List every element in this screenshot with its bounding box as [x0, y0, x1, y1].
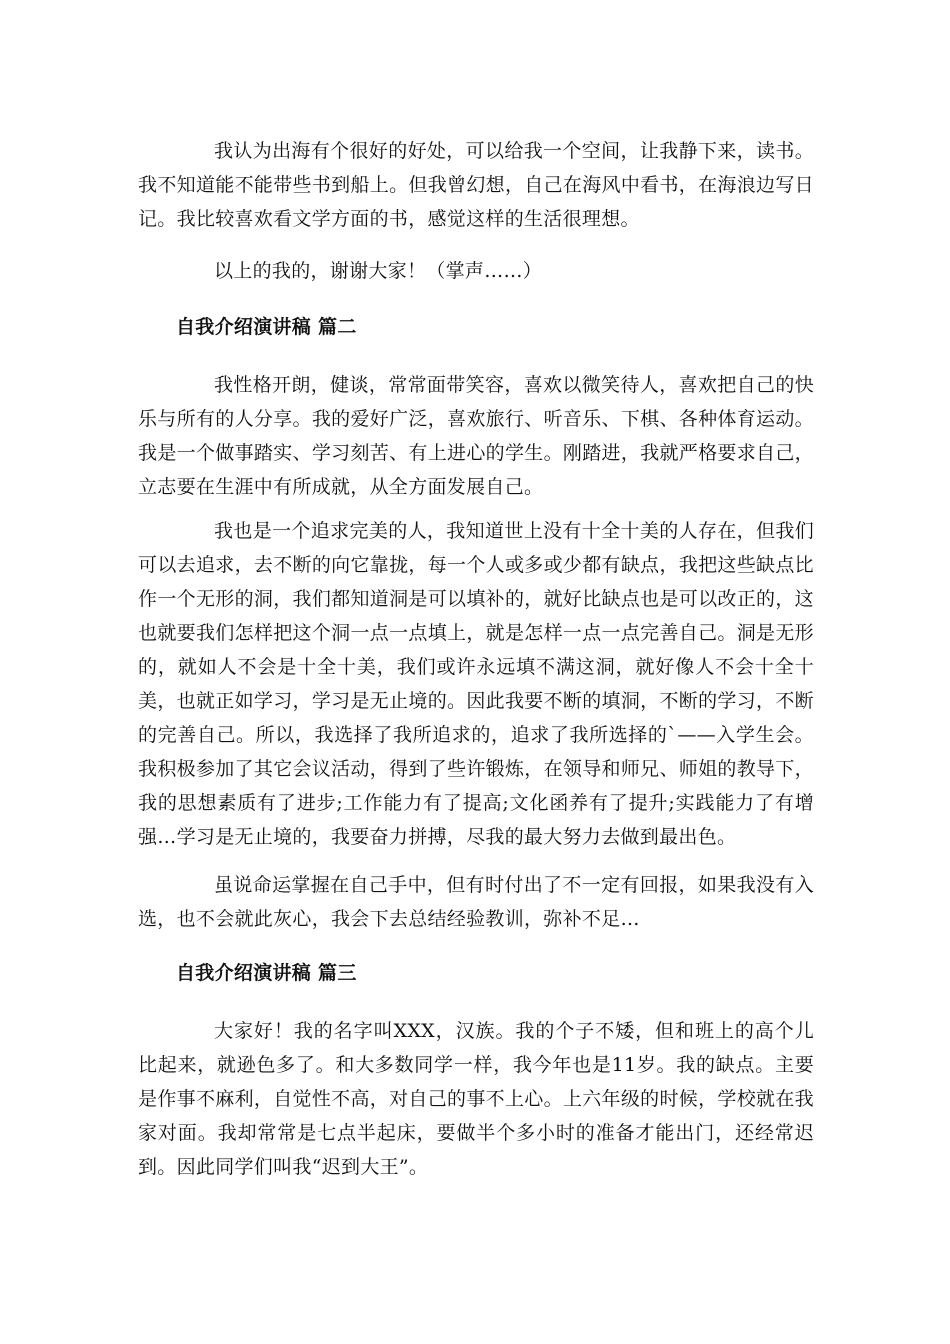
section-heading-part-two: 自我介绍演讲稿 篇二 [176, 316, 357, 338]
paragraph-reading-at-sea: 我认为出海有个很好的好处，可以给我一个空间，让我静下来，读书。我不知道能不能带些书到船上。但我曾幻想，自己在海风中看书，在海浪边写日记。我比较喜欢看文学方面的书，感觉这样的生活很理想。 [138, 140, 814, 230]
paragraph-fate: 虽说命运掌握在自己手中，但有时付出了不一定有回报，如果我没有入选，也不会就此灰心，我会下去总结经验教训，弥补不足… [138, 874, 814, 930]
paragraph-thanks: 以上的我的，谢谢大家！（掌声……） [214, 260, 543, 282]
paragraph-personality: 我性格开朗，健谈，常常面带笑容，喜欢以微笑待人，喜欢把自己的快乐与所有的人分享。我的爱好广泛，喜欢旅行、听音乐、下棋、各种体育运动。我是一个做事踏实、学习刻苦、有上进心的学生。刚踏进，我就严格要求自己，立志要在生涯中有所成就，从全方面发展自己。 [138, 374, 814, 498]
paragraph-pursuing-perfection: 我也是一个追求完美的人，我知道世上没有十全十美的人存在，但我们可以去追求，去不断的向它靠拢，每一个人或多或少都有缺点，我把这些缺点比作一个无形的洞，我们都知道洞是可以填补的，就好比缺点也是可以改正的，这也就要我们怎样把这个洞一点一点填上，就是怎样一点一点完善自己。洞是无形的，就如人不会是十全十美，我们或许永远填不满这洞，就好像人不会十全十美，也就正如学习，学习是无止境的。因此我要不断的填洞，不断的学习，不断的完善自己。所以，我选择了我所追求的，追求了我所选择的`——入学生会。我积极参加了其它会议活动，得到了些许锻炼，在领导和师兄、师姐的教导下，我的思想素质有了进步;工作能力有了提高;文化函养有了提升;实践能力了有增强…学习是无止境的，我要奋力拼搏，尽我的最大努力去做到最出色。 [138, 520, 814, 848]
section-heading-part-three: 自我介绍演讲稿 篇三 [176, 962, 357, 984]
paragraph-self-introduction: 大家好！我的名字叫XXX，汉族。我的个子不矮，但和班上的高个儿比起来，就逊色多了。和大多数同学一样，我今年也是11岁。我的缺点。主要是作事不麻利，自觉性不高，对自己的事不上心。上六年级的时候，学校就在我家对面。我却常常是七点半起床，要做半个多小时的准备才能出门，还经常迟到。因此同学们叫我“迟到大王”。 [138, 1020, 814, 1178]
